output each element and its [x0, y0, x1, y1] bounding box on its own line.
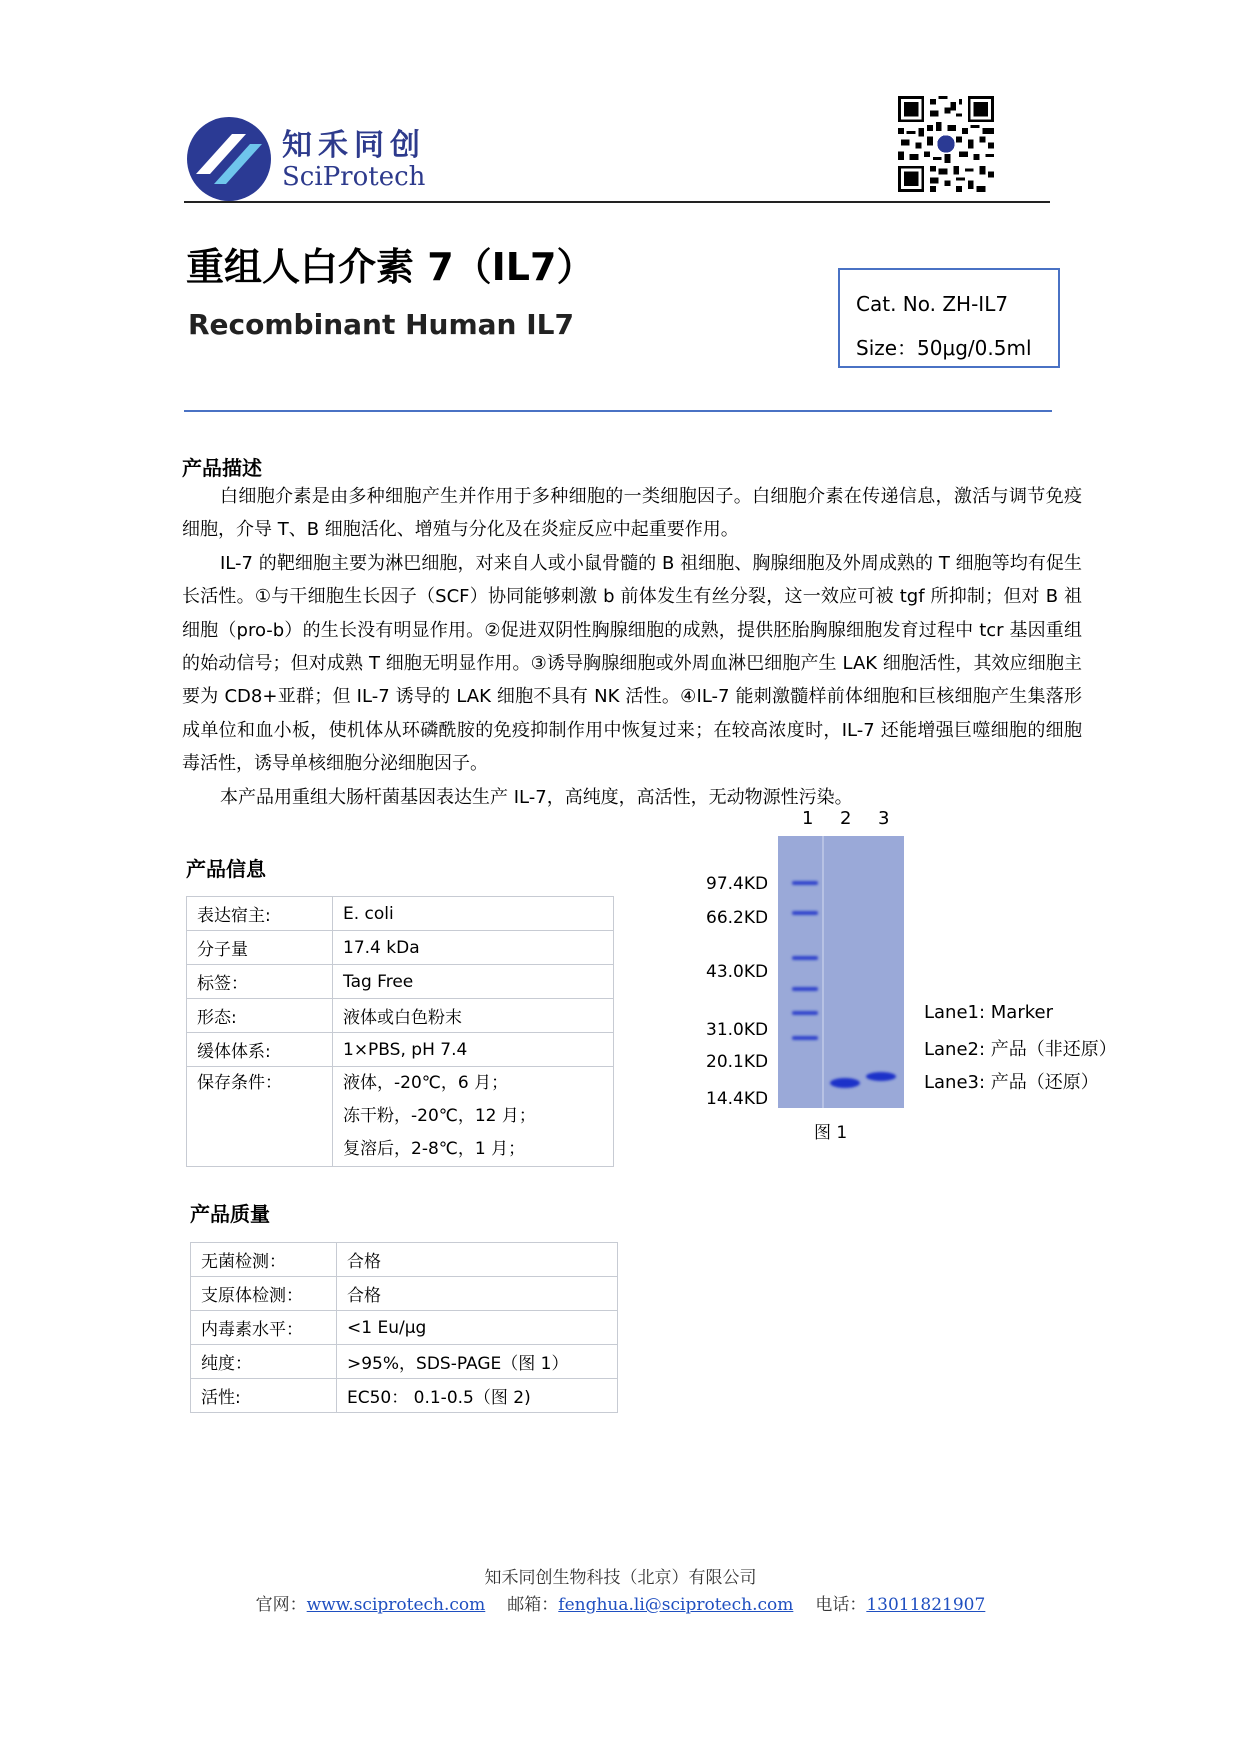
marker-band-66	[792, 911, 818, 915]
brand-name-en: SciProtech	[282, 162, 426, 192]
table-row	[191, 1243, 618, 1277]
sample-band-lane2	[830, 1078, 860, 1088]
catalog-size: Size：50μg/0.5ml	[856, 336, 1032, 360]
email-link[interactable]: fenghua.li@sciprotech.com	[558, 1595, 794, 1615]
table-row	[191, 1311, 618, 1345]
quality-heading: 产品质量	[190, 1202, 270, 1226]
table-row	[191, 1379, 618, 1413]
lane-number: 3	[878, 808, 890, 829]
quality-value: <1 Eu/μg	[337, 1311, 618, 1345]
quality-value: EC50： 0.1-0.5（图 2)	[337, 1379, 618, 1413]
footer-contacts	[0, 1590, 1241, 1615]
gel-legend-lane3: Lane3: 产品（还原）	[924, 1072, 1099, 1093]
info-value: Tag Free	[333, 965, 614, 999]
quality-key: 支原体检测：	[191, 1277, 337, 1311]
quality-value: >95%，SDS-PAGE（图 1）	[337, 1345, 618, 1379]
email-label: 邮箱：	[507, 1595, 559, 1615]
storage-line: 液体，-20℃，6 月；	[343, 1073, 509, 1093]
header-divider	[184, 201, 1050, 203]
catalog-number: Cat. No. ZH-IL7	[856, 292, 1009, 316]
lane-divider	[822, 836, 824, 1108]
info-value: E. coli	[333, 897, 614, 931]
quality-key: 无菌检测：	[191, 1243, 337, 1277]
product-title-en: Recombinant Human IL7	[188, 308, 574, 341]
info-key: 缓体体系:	[187, 1033, 333, 1067]
gel-legend-lane2: Lane2: 产品（非还原）	[924, 1039, 1117, 1060]
sample-band-lane3	[866, 1072, 896, 1081]
info-value: 液体或白色粉末	[333, 999, 614, 1033]
marker-band-20	[792, 1011, 818, 1015]
table-row	[191, 1345, 618, 1379]
marker-label: 31.0KD	[706, 1020, 769, 1040]
website-label: 官网：	[255, 1595, 307, 1615]
marker-label: 43.0KD	[706, 962, 769, 982]
brand-name-cn: 知禾同创	[282, 128, 426, 163]
description-paragraph: 白细胞介素是由多种细胞产生并作用于多种细胞的一类细胞因子。白细胞介素在传递信息，激活与调节免疫细胞，介导 T、B 细胞活化、增殖与分化及在炎症反应中起重要作用。	[182, 486, 1082, 541]
marker-band-43	[792, 956, 818, 960]
description-paragraph: IL-7 的靶细胞主要为淋巴细胞，对来自人或小鼠骨髓的 B 祖细胞、胸腺细胞及外周成熟的 T 细胞等均有促生长活性。①与干细胞生长因子（SCF）协同能够刺激 b 前体发生有丝分裂，这一效应可被 tgf 所抑制；但对 B 祖细胞（pro-b）的生长没有明显作用。②促进双阴性胸腺细胞的成熟，提供胚胎胸腺细胞发育过程中 tcr 基因重组的始动信号；但对成熟 T 细胞无明显作用。③诱导胸腺细胞或外周血淋巴细胞产生 LAK 细胞活性，其效应细胞主要为 CD8+亚群；但 IL-7 诱导的 LAK 细胞不具有 NK 活性。④IL-7 能刺激髓样前体细胞和巨核细胞产生集落形成单位和血小板，使机体从环磷酰胺的免疫抑制作用中恢复过来；在较高浓度时，IL-7 还能增强巨噬细胞的细胞毒活性，诱导单核细胞分泌细胞因子。	[182, 552, 1082, 775]
description-paragraph: 本产品用重组大肠杆菌基因表达生产 IL-7，高纯度，高活性，无动物源性污染。	[220, 786, 853, 808]
footer-company: 知禾同创生物科技（北京）有限公司	[484, 1568, 757, 1588]
website-link[interactable]: www.sciprotech.com	[306, 1595, 486, 1615]
quality-key: 活性:	[191, 1379, 337, 1413]
phone-label: 电话：	[815, 1595, 867, 1615]
title-divider	[184, 410, 1052, 412]
info-heading: 产品信息	[186, 857, 266, 881]
info-table	[186, 896, 614, 1167]
marker-band-31	[792, 987, 818, 991]
marker-band-97	[792, 881, 818, 885]
table-row	[187, 897, 614, 931]
table-row	[187, 1033, 614, 1067]
table-row	[191, 1277, 618, 1311]
info-value: 17.4 kDa	[333, 931, 614, 965]
figure-caption: 图 1	[814, 1123, 848, 1143]
quality-value: 合格	[337, 1277, 618, 1311]
description-heading: 产品描述	[182, 456, 262, 480]
table-row	[187, 1067, 614, 1167]
info-key: 标签：	[187, 965, 333, 999]
sciprotech-logo	[186, 116, 272, 202]
info-key: 表达宿主:	[187, 897, 333, 931]
sds-page-gel-image	[778, 836, 904, 1108]
info-value: 1×PBS, pH 7.4	[333, 1033, 614, 1067]
marker-label: 97.4KD	[706, 874, 769, 894]
lane-number: 1	[802, 808, 814, 829]
quality-key: 内毒素水平：	[191, 1311, 337, 1345]
marker-label: 66.2KD	[706, 908, 769, 928]
table-row	[187, 999, 614, 1033]
marker-label: 20.1KD	[706, 1052, 769, 1072]
info-key: 保存条件：	[187, 1067, 333, 1167]
table-row	[187, 931, 614, 965]
phone-link[interactable]: 13011821907	[866, 1595, 986, 1615]
marker-label: 14.4KD	[706, 1089, 769, 1109]
quality-value: 合格	[337, 1243, 618, 1277]
quality-table	[190, 1242, 618, 1413]
qr-code-icon	[898, 96, 994, 192]
info-value-storage	[333, 1067, 614, 1167]
product-title-cn: 重组人白介素 7（IL7）	[186, 245, 595, 289]
table-row	[187, 965, 614, 999]
lane-number: 2	[840, 808, 852, 829]
info-key: 形态:	[187, 999, 333, 1033]
storage-line: 冻干粉，-20℃，12 月；	[343, 1106, 536, 1126]
info-key: 分子量	[187, 931, 333, 965]
marker-band-14	[792, 1036, 818, 1040]
quality-key: 纯度：	[191, 1345, 337, 1379]
gel-legend-lane1: Lane1: Marker	[924, 1002, 1053, 1023]
catalog-box	[838, 268, 1060, 368]
description-text	[182, 480, 1082, 814]
storage-line: 复溶后，2-8℃，1 月；	[343, 1139, 526, 1159]
